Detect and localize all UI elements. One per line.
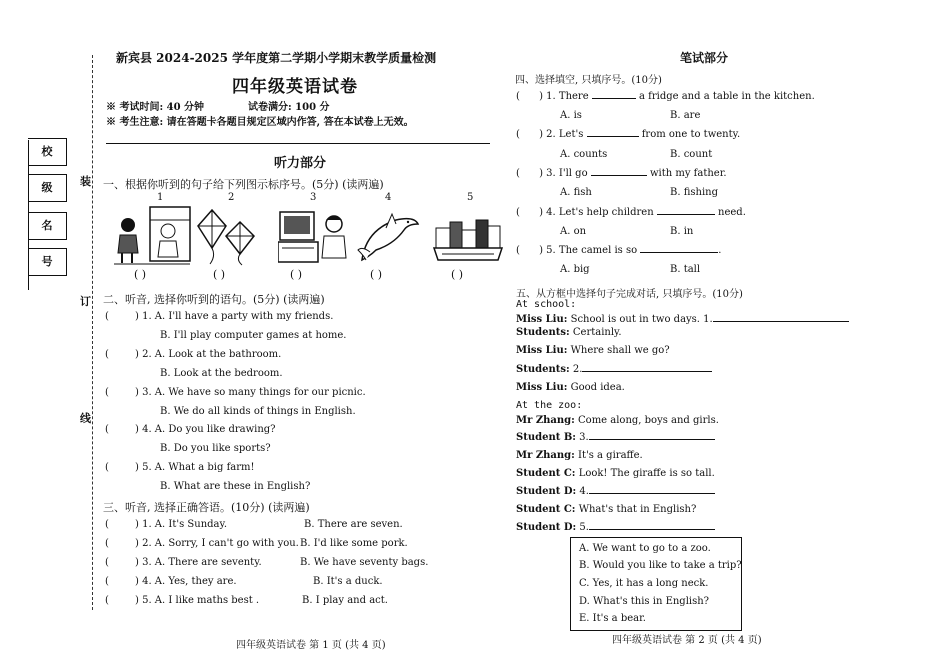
binding-mark-xian: 线: [80, 412, 91, 425]
picture-dolphin: [356, 210, 422, 266]
option-item: D. What's this in English?: [579, 596, 710, 607]
answer-paren-2[interactable]: ( ): [213, 268, 226, 281]
line-text: School is out in two days. 1.: [570, 314, 713, 325]
picture-number-2: 2: [228, 192, 235, 203]
option-a: ) 5. A. What a big farm!: [135, 462, 255, 473]
answer-blank[interactable]: [657, 214, 715, 215]
option-b: B. Do you like sports?: [160, 443, 271, 454]
line-text: 4.: [579, 486, 589, 497]
answer-blank[interactable]: [640, 252, 718, 253]
option-b: B. are: [670, 110, 701, 121]
answer-blank[interactable]: [592, 98, 636, 99]
option-a: ) 3. A. There are seventy.: [135, 557, 262, 568]
speaker: Mr Zhang:: [516, 415, 575, 426]
class-box: 级: [28, 174, 67, 202]
option-a: ) 3. A. We have so many things for our picnic.: [135, 387, 366, 398]
option-a: ) 1. A. I'll have a party with my friends.: [135, 311, 334, 322]
scene-school: At school:: [516, 299, 577, 310]
answer-paren-3[interactable]: ( ): [290, 268, 303, 281]
answer-paren-1[interactable]: ( ): [134, 268, 147, 281]
option-b: B. I'd like some pork.: [300, 538, 408, 549]
listening-heading: 听力部分: [274, 156, 327, 171]
picture-number-1: 1: [157, 192, 164, 203]
question-3: [516, 168, 727, 179]
part2-title: 二、听音, 选择你听到的语句。(5分) (读两遍): [103, 293, 325, 306]
option-b: B. count: [670, 149, 713, 160]
option-item: A. We want to go to a zoo.: [579, 543, 711, 554]
line-text: What's that in English?: [578, 504, 697, 515]
line-text: It's a giraffe.: [578, 450, 643, 461]
answer-paren[interactable]: (: [105, 349, 109, 360]
dialogue-line: [516, 314, 849, 325]
option-b: B. We do all kinds of things in English.: [160, 406, 356, 417]
part1-title: 一、根据你听到的句子给下列图示标序号。(5分) (读两遍): [103, 178, 384, 191]
picture-kites: [196, 208, 258, 266]
dialogue-line: [516, 364, 712, 375]
question-tail: from one to twenty.: [641, 129, 741, 140]
answer-blank[interactable]: [589, 529, 715, 530]
part3-title: 三、听音, 选择正确答语。(10分) (读两遍): [103, 501, 310, 514]
picture-computer: [278, 208, 350, 266]
binding-mark-ding: 订: [80, 295, 91, 308]
picture-farm: [432, 214, 504, 264]
option-a: A. big: [560, 264, 590, 275]
speaker: Student C:: [516, 468, 576, 479]
school-box: 校: [28, 138, 67, 166]
question-1: [516, 91, 815, 102]
dialogue-line: [516, 327, 622, 338]
answer-paren[interactable]: (: [105, 595, 109, 606]
question-stem: ) 2. Let's: [539, 129, 584, 140]
option-item: C. Yes, it has a long neck.: [579, 578, 709, 589]
picture-number-5: 5: [467, 192, 474, 203]
speaker: Student D:: [516, 486, 577, 497]
full-score: 试卷满分: 100 分: [248, 102, 330, 113]
option-b: B. I'll play computer games at home.: [160, 330, 347, 341]
part4-title: 四、选择填空, 只填序号。(10分): [515, 75, 662, 86]
answer-paren[interactable]: (: [105, 557, 109, 568]
option-b: B. There are seven.: [304, 519, 403, 530]
option-a: ) 2. A. Sorry, I can't go with you.: [135, 538, 299, 549]
option-b: B. I play and act.: [302, 595, 388, 606]
answer-paren[interactable]: (: [516, 245, 524, 256]
answer-paren[interactable]: (: [105, 462, 109, 473]
answer-paren[interactable]: (: [516, 129, 524, 140]
footer-right: 四年级英语试卷 第 2 页 (共 4 页): [612, 635, 762, 646]
option-a: ) 5. A. I like maths best .: [135, 595, 260, 606]
line-text: Where shall we go?: [570, 345, 670, 356]
speaker: Mr Zhang:: [516, 450, 575, 461]
speaker: Miss Liu:: [516, 314, 568, 325]
speaker: Students:: [516, 364, 570, 375]
line-text: 2.: [572, 364, 583, 375]
option-a: ) 4. A. Do you like drawing?: [135, 424, 276, 435]
dialogue-line: [516, 345, 670, 356]
dialogue-line: [516, 450, 643, 461]
question-2: [516, 129, 740, 140]
answer-blank[interactable]: [589, 493, 715, 494]
speaker: Students:: [516, 327, 570, 338]
name-box: 名: [28, 212, 67, 240]
question-4: [516, 207, 746, 218]
speaker: Student C:: [516, 504, 576, 515]
line-text: Come along, boys and girls.: [578, 415, 719, 426]
line-text: Look! The giraffe is so tall.: [578, 468, 715, 479]
exam-title-line: 新宾县 2024-2025 学年度第二学期小学期末教学质量检测: [116, 51, 437, 65]
option-a: A. is: [560, 110, 582, 121]
option-item: E. It's a bear.: [579, 613, 646, 624]
answer-blank[interactable]: [589, 439, 715, 440]
answer-paren[interactable]: (: [105, 424, 109, 435]
answer-paren-5[interactable]: ( ): [451, 268, 464, 281]
option-a: ) 2. A. Look at the bathroom.: [135, 349, 282, 360]
line-text: 3.: [579, 432, 589, 443]
answer-paren[interactable]: (: [105, 387, 109, 398]
answer-paren-4[interactable]: ( ): [370, 268, 383, 281]
picture-party: [110, 205, 192, 267]
dialogue-line: [516, 432, 715, 443]
answer-paren[interactable]: (: [105, 519, 109, 530]
footer-left: 四年级英语试卷 第 1 页 (共 4 页): [236, 640, 386, 651]
answer-blank[interactable]: [591, 175, 647, 176]
dialogue-line: [516, 522, 715, 533]
answer-paren[interactable]: (: [105, 538, 109, 549]
answer-paren[interactable]: (: [516, 168, 524, 179]
question-stem: ) 3. I'll go: [539, 168, 588, 179]
binding-mark-zhuang: 装: [80, 175, 91, 188]
dialogue-line: [516, 415, 719, 426]
answer-blank[interactable]: [587, 136, 639, 137]
answer-paren[interactable]: (: [516, 207, 524, 218]
number-box: 号: [28, 248, 67, 276]
option-a: ) 4. A. Yes, they are.: [135, 576, 237, 587]
option-b: B. We have seventy bags.: [300, 557, 429, 568]
picture-number-3: 3: [310, 192, 317, 203]
options-box: [570, 537, 742, 631]
line-text: Good idea.: [570, 382, 625, 393]
line-text: Certainly.: [572, 327, 622, 338]
answer-paren[interactable]: (: [105, 576, 109, 587]
speaker: Miss Liu:: [516, 382, 568, 393]
option-a: A. on: [560, 226, 587, 237]
answer-paren[interactable]: (: [105, 311, 109, 322]
speaker: Miss Liu:: [516, 345, 568, 356]
paper-title: 四年级英语试卷: [232, 77, 358, 97]
question-stem: ) 5. The camel is so: [539, 245, 638, 256]
option-b: B. What are these in English?: [160, 481, 311, 492]
dialogue-line: [516, 382, 625, 393]
option-b: B. tall: [670, 264, 701, 275]
option-item: B. Would you like to take a trip?: [579, 560, 742, 571]
exam-notice: ※ 考生注意: 请在答题卡各题目规定区域内作答, 答在本试卷上无效。: [106, 117, 414, 128]
picture-number-4: 4: [385, 192, 392, 203]
writing-heading: 笔试部分: [680, 51, 729, 65]
question-tail: .: [718, 245, 722, 256]
question-tail: with my father.: [649, 168, 727, 179]
answer-blank[interactable]: [713, 321, 849, 322]
question-stem: ) 4. Let's help children: [539, 207, 654, 218]
exam-time: ※ 考试时间: 40 分钟: [106, 102, 205, 113]
dialogue-line: [516, 504, 696, 515]
option-a: A. fish: [560, 187, 592, 198]
part5-title: 五、从方框中选择句子完成对话, 只填序号。(10分): [516, 289, 743, 300]
answer-paren[interactable]: (: [516, 91, 524, 102]
option-a: A. counts: [560, 149, 608, 160]
option-b: B. Look at the bedroom.: [160, 368, 283, 379]
question-5: [516, 245, 721, 256]
option-b: B. in: [670, 226, 694, 237]
option-b: B. It's a duck.: [313, 576, 383, 587]
header-divider: [106, 143, 490, 144]
option-a: ) 1. A. It's Sunday.: [135, 519, 228, 530]
question-stem: ) 1. There: [539, 91, 589, 102]
question-tail: a fridge and a table in the kitchen.: [639, 91, 815, 102]
speaker: Student B:: [516, 432, 576, 443]
line-text: 5.: [579, 522, 589, 533]
dialogue-line: [516, 468, 715, 479]
speaker: Student D:: [516, 522, 577, 533]
scene-zoo: At the zoo:: [516, 400, 583, 411]
answer-blank[interactable]: [582, 371, 712, 372]
question-tail: need.: [718, 207, 746, 218]
option-b: B. fishing: [670, 187, 718, 198]
dialogue-line: [516, 486, 715, 497]
